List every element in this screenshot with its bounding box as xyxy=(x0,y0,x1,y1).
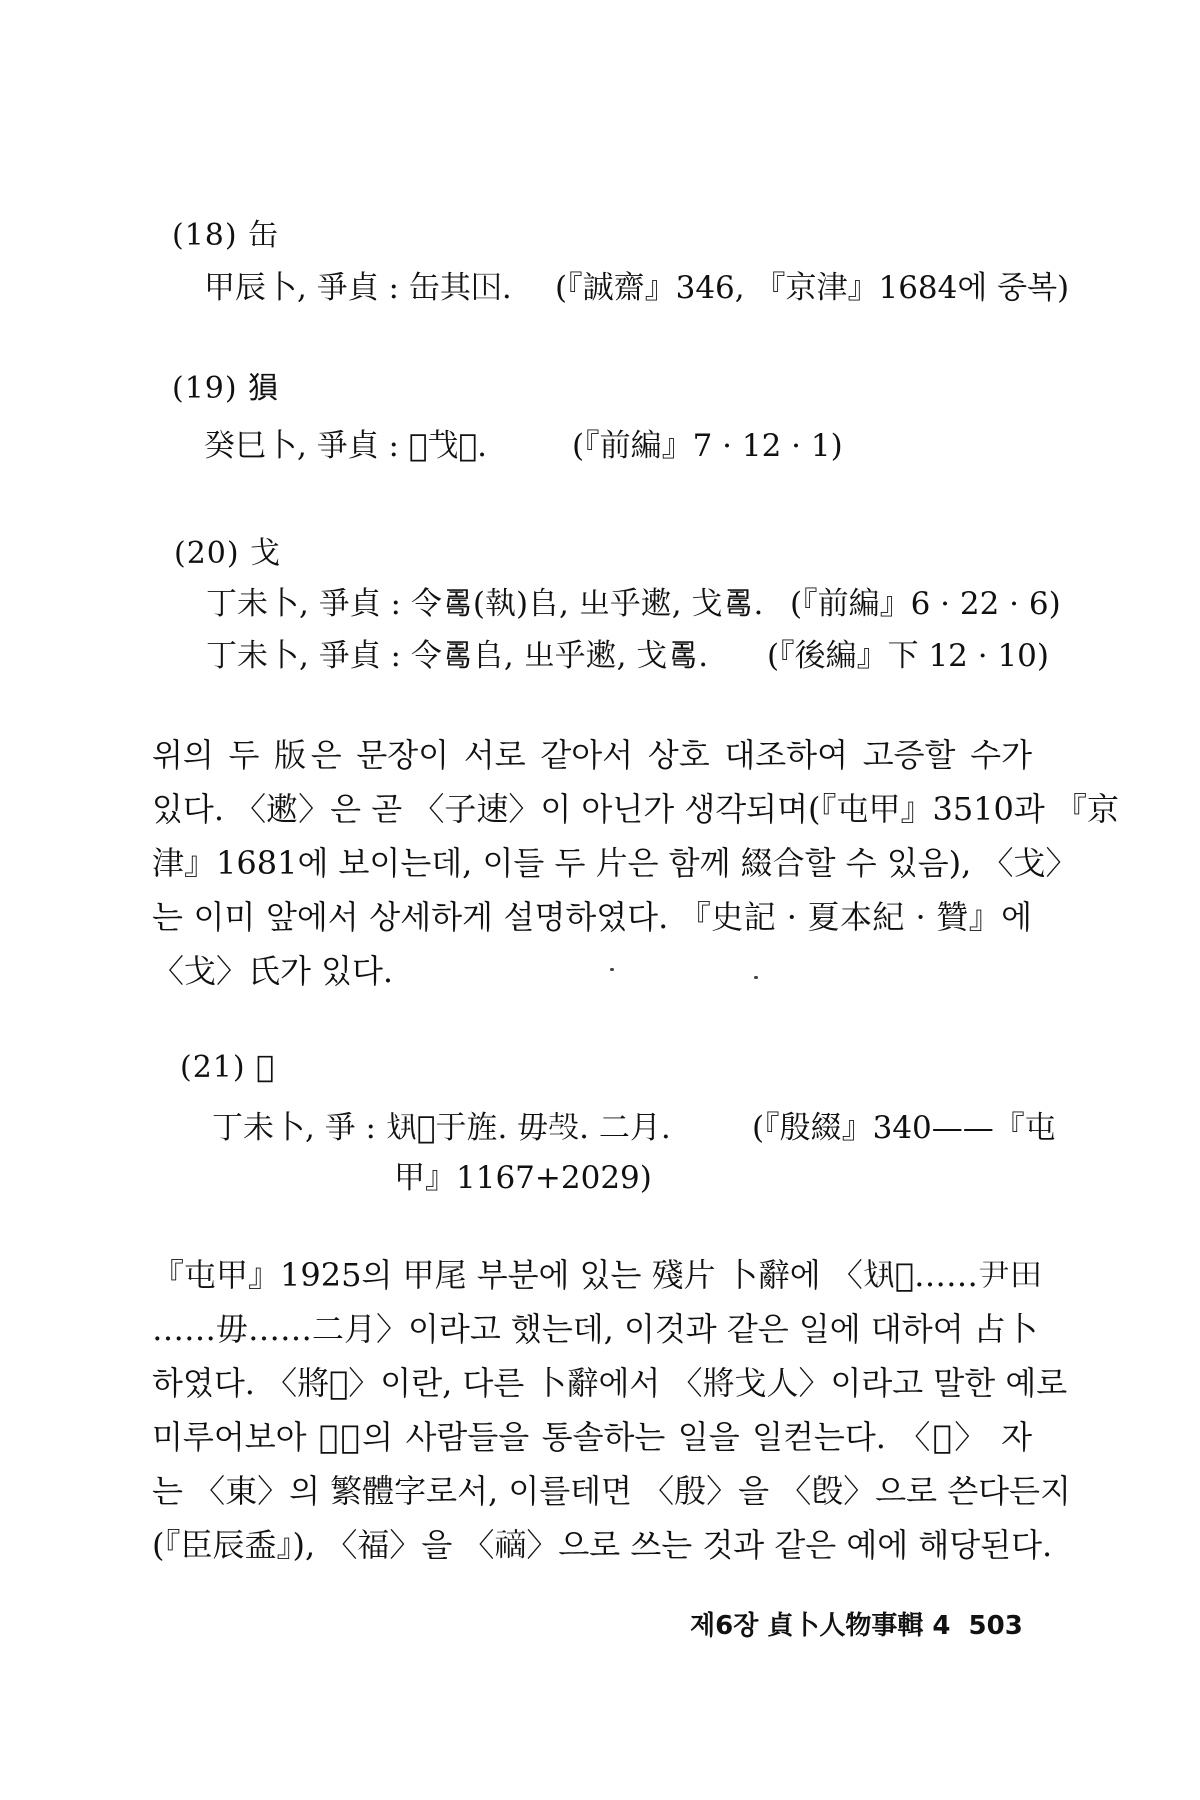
chapter-title: 제6장 貞卜人物事輯 4 xyxy=(690,1611,951,1641)
entry-19-text: 癸巳卜, 爭貞 : 𡧊𢦏𤠔. xyxy=(204,428,487,464)
entry-18-source: (『誠齋』346, 『京津』1684에 중복) xyxy=(555,270,1070,306)
entry-20-source-1: (『前編』6 · 22 · 6) xyxy=(790,586,1061,622)
entry-heading-19: (19) 𤠔 xyxy=(172,371,280,406)
paragraph-1-line: 있다. 〈遬〉은 곧 〈子速〉이 아닌가 생각되며(『屯甲』3510과 『京 xyxy=(152,790,1119,828)
entry-20-text-1: 丁未卜, 爭貞 : 令𠷎(執)𠂤, 㞢乎遬, 戈𠷎. xyxy=(206,586,764,622)
paragraph-2-line: 미루어보아 𡦍國의 사람들을 통솔하는 일을 일컫는다. 〈𡦍〉 자 xyxy=(152,1418,1032,1456)
entry-21-source-2: 甲』1167+2029) xyxy=(394,1160,652,1196)
paragraph-2-line: 『屯甲』1925의 甲尾 부분에 있는 殘片 卜辭에 〈𢦚𡦍……尹田 xyxy=(152,1256,1043,1294)
entry-20-source-2: (『後編』下 12 · 10) xyxy=(767,638,1049,674)
paragraph-2-line: 하였다. 〈將𡦍〉이란, 다른 卜辭에서 〈將戈人〉이라고 말한 예로 xyxy=(152,1364,1068,1402)
paragraph-2-line: 는 〈東〉의 繁體字로서, 이를테면 〈殷〉을 〈𣪘〉으로 쓴다든지 xyxy=(152,1472,1071,1510)
page-number: 503 xyxy=(968,1611,1023,1641)
entry-20-text-2: 丁未卜, 爭貞 : 令𠷎𠂤, 㞢乎遬, 戈𠷎. xyxy=(206,638,709,674)
paragraph-2-line: ……毋……二月〉이라고 했는데, 이것과 같은 일에 대하여 占卜 xyxy=(152,1310,1038,1348)
entry-heading-21: (21) 𡦍 xyxy=(180,1050,276,1085)
entry-heading-20: (20) 戈 xyxy=(174,536,282,571)
paragraph-1 xyxy=(152,728,1119,998)
page-footer xyxy=(690,1605,1023,1642)
paragraph-2 xyxy=(152,1248,1071,1572)
entry-18-text: 甲辰卜, 爭貞 : 缶其𡆥. xyxy=(204,270,512,306)
paragraph-1-line: 〈戈〉氏가 있다. xyxy=(152,952,394,990)
paragraph-2-line: (『臣辰盉』), 〈福〉을 〈𥛚〉으로 쓰는 것과 같은 예에 해당된다. xyxy=(152,1526,1053,1564)
entry-19-source: (『前編』7 · 12 · 1) xyxy=(572,428,843,464)
entry-21-source-1: (『殷綴』340——『屯 xyxy=(752,1110,1056,1146)
entry-21-text: 丁未卜, 爭 : 𢦚𡦍于旌. 毋𣪊. 二月. xyxy=(212,1110,671,1146)
scan-speck xyxy=(754,976,758,979)
paragraph-1-line: 는 이미 앞에서 상세하게 설명하였다. 『史記 · 夏本紀 · 贊』에 xyxy=(152,898,1032,936)
paragraph-1-line: 津』1681에 보이는데, 이들 두 片은 함께 綴合할 수 있음), 〈戈〉 xyxy=(152,844,1078,882)
scan-speck xyxy=(610,968,614,971)
paragraph-1-line: 위의 두 版은 문장이 서로 같아서 상호 대조하여 고증할 수가 xyxy=(152,736,1032,774)
entry-heading-18: (18) 缶 xyxy=(172,218,280,253)
